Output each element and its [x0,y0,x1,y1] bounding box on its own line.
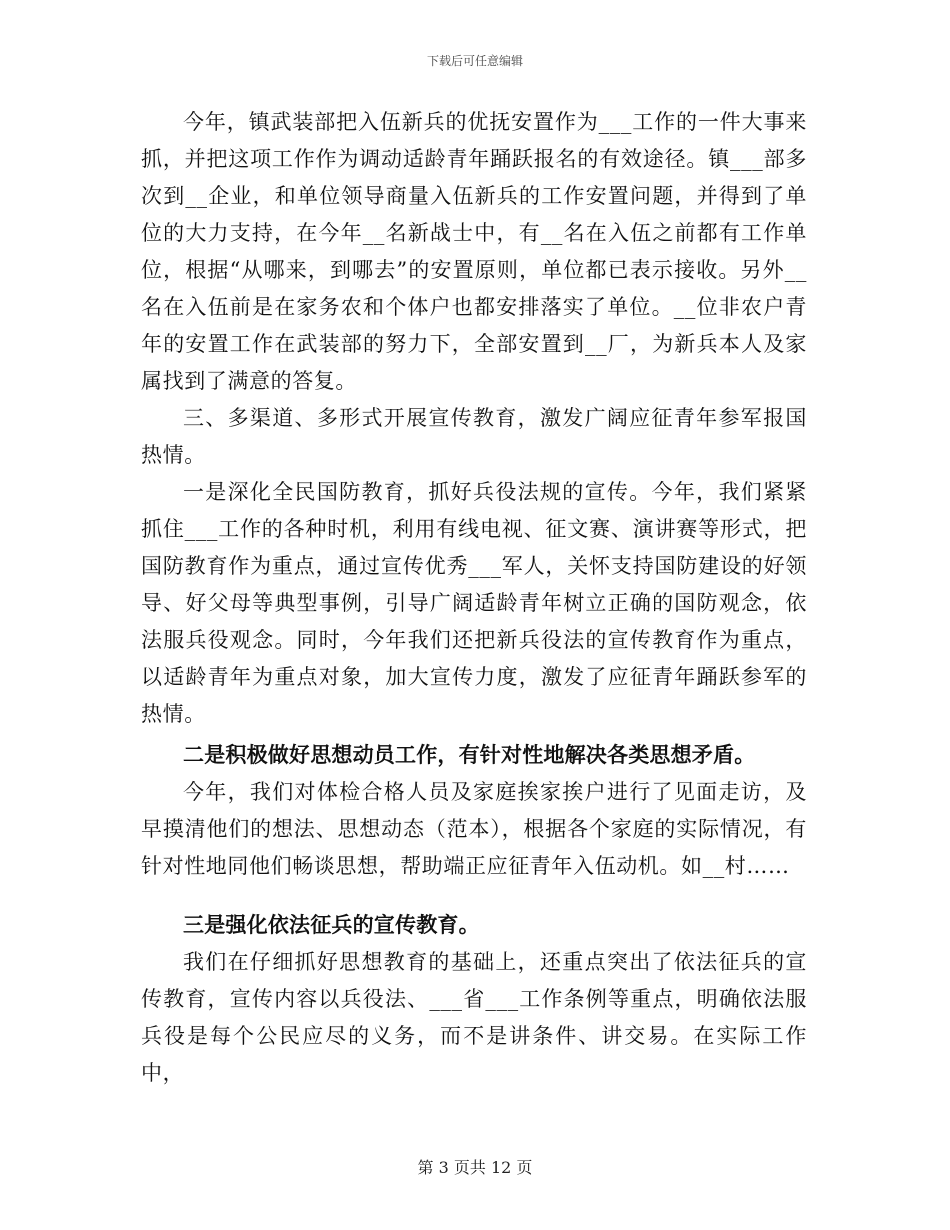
page-number: 第 3 页共 12 页 [417,1158,533,1177]
paragraph-home-visits: 今年，我们对体检合格人员及家庭挨家挨户进行了见面走访，及早摸清他们的想法、思想动态（范本），根据各个家庭的实际情况，有针对性地同他们畅谈思想，帮助端正应征青年入伍动机。如__村…… [141,780,807,878]
paragraph-defense-education: 一是深化全民国防教育，抓好兵役法规的宣传。今年，我们紧紧抓住___工作的各种时机，利用有线电视、征文赛、演讲赛等形式，把国防教育作为重点，通过宣传优秀___军人，关怀支持国防建设的好领导、好父母等典型事例，引导广阔适龄青年树立正确的国防观念，依法服兵役观念。同时，今年我们还把新兵役法的宣传教育作为重点，以适龄青年为重点对象，加大宣传力度，激发了应征青年踊跃参军的热情。 [141,480,807,726]
paragraph-spacer [141,885,807,903]
paragraph-legal-education: 我们在仔细抓好思想教育的基础上，还重点突出了依法征兵的宣传教育，宣传内容以兵役法、___省___工作条例等重点，明确依法服兵役是每个公民应尽的义务，而不是讲条件、讲交易。在实际工作中， [141,950,807,1085]
document-body [141,104,807,1092]
page-header-note: 下载后可任意编辑 [426,54,523,68]
subheading-legal-recruitment: 三是强化依法征兵的宣传教育。 [183,913,480,937]
paragraph-resettlement: 今年，镇武装部把入伍新兵的优抚安置作为___工作的一件大事来抓，并把这项工作作为调动适龄青年踊跃报名的有效途径。镇___部多次到__企业，和单位领导商量入伍新兵的工作安置问题，并得到了单位的大力支持，在今年__名新战士中，有__名在入伍之前都有工作单位，根据“从哪来，到哪去”的安置原则，单位都已表示接收。另外__名在入伍前是在家务农和个体户也都安排落实了单位。__位非农户青年的安置工作在武装部的努力下，全部安置到__厂，为新兵本人及家属找到了满意的答复。 [141,110,807,393]
section-heading-publicity: 三、多渠道、多形式开展宣传教育，激发广阔应征青年参军报国热情。 [141,406,807,467]
subheading-mobilization: 二是积极做好思想动员工作，有针对性地解决各类思想矛盾。 [183,743,756,767]
